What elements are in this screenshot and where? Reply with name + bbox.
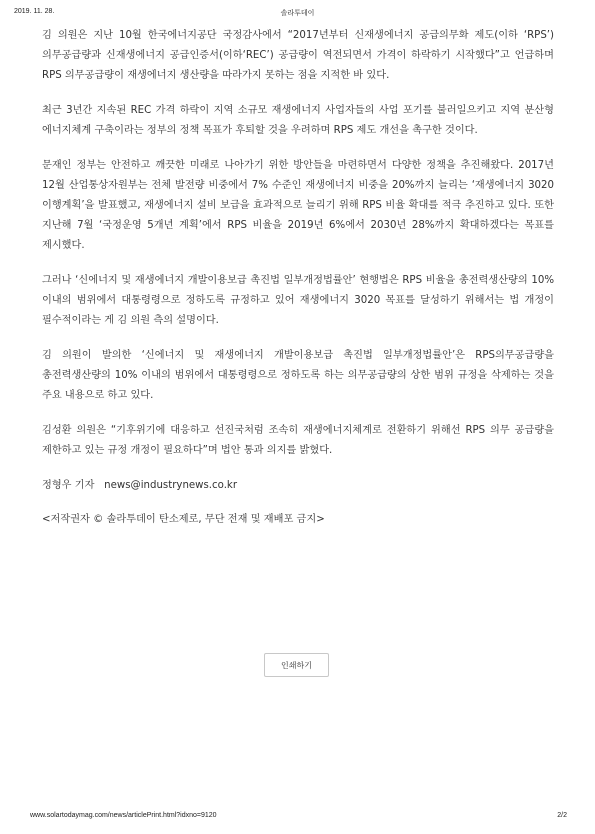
page-number: 2/2 [557,812,567,819]
byline: 정형우 기자 news@industrynews.co.kr [42,480,238,491]
article-paragraph: 김성환 의원은 “기후위기에 대응하고 선진국처럼 조속히 재생에너지체계로 전환하기 위해선 RPS 의무 공급량을 제한하고 있는 규정 개정이 필요하다”며 법안 통과 의지를 밝혔다. [42,425,554,456]
page-url: www.solartodaymag.com/news/articlePrint.html?idxno=9120 [30,812,217,819]
article-body [42,26,554,530]
article-paragraph: 문재인 정부는 안전하고 깨끗한 미래로 나아가기 위한 방안들을 마련하면서 다양한 정책을 추진해왔다. 2017년 12월 산업통상자원부는 전체 발전량 비중에서 7% 수준인 재생에너지 비중을 20%까지 늘리는 ‘재생에너지 3020 이행계획’을 발표했고, 재생에너지 설비 보급을 효과적으로 늘리기 위해 RPS 비율 확대를 적극 추진하고 있다. 또한 지난해 7월 ‘국정운영 5개년 계획’에서 RPS 비율을 2019년 6%에서 2030년 28%까지 확대하겠다는 목표를 제시했다. [42,160,554,251]
site-name: 솔라투데이 [280,10,315,17]
copyright-notice: <저작권자 © 솔라투데이 탄소제로, 무단 전재 및 재배포 금지> [42,514,325,525]
article-paragraph: 김 의원은 지난 10월 한국에너지공단 국정감사에서 “2017년부터 신재생에너지 공급의무화 제도(이하 ‘RPS’) 의무공급량과 신재생에너지 공급인증서(이하‘REC’) 공급량이 역전되면서 가격이 하락하기 시작했다”고 언급하며 RPS 의무공급량이 재생에너지 생산량을 따라가지 못하는 점을 지적한 바 있다. [42,30,554,81]
print-date: 2019. 11. 28. [14,8,55,15]
article-paragraph: 최근 3년간 지속된 REC 가격 하락이 지역 소규모 재생에너지 사업자들의 사업 포기를 불러일으키고 지역 분산형 에너지체계 구축이라는 정부의 정책 목표가 후퇴할 것을 우려하며 RPS 제도 개선을 촉구한 것이다. [42,105,554,136]
print-button[interactable]: 인쇄하기 [264,653,329,677]
article-paragraph: 그러나 ‘신에너지 및 재생에너지 개발이용보급 촉진법 일부개정법률안’ 현행법은 RPS 비율을 총전력생산량의 10% 이내의 범위에서 대통령령으로 정하도록 규정하고 있어 재생에너지 3020 목표를 달성하기 위해서는 법 개정이 필수적이라는 게 김 의원 측의 설명이다. [42,275,554,326]
article-paragraph: 김 의원이 발의한 ‘신에너지 및 재생에너지 개발이용보급 촉진법 일부개정법률안’은 RPS의무공급량을 총전력생산량의 10% 이내의 범위에서 대통령령으로 정하도록 하는 의무공급량의 상한 범위 규정을 삭제하는 것을 주요 내용으로 하고 있다. [42,350,554,401]
